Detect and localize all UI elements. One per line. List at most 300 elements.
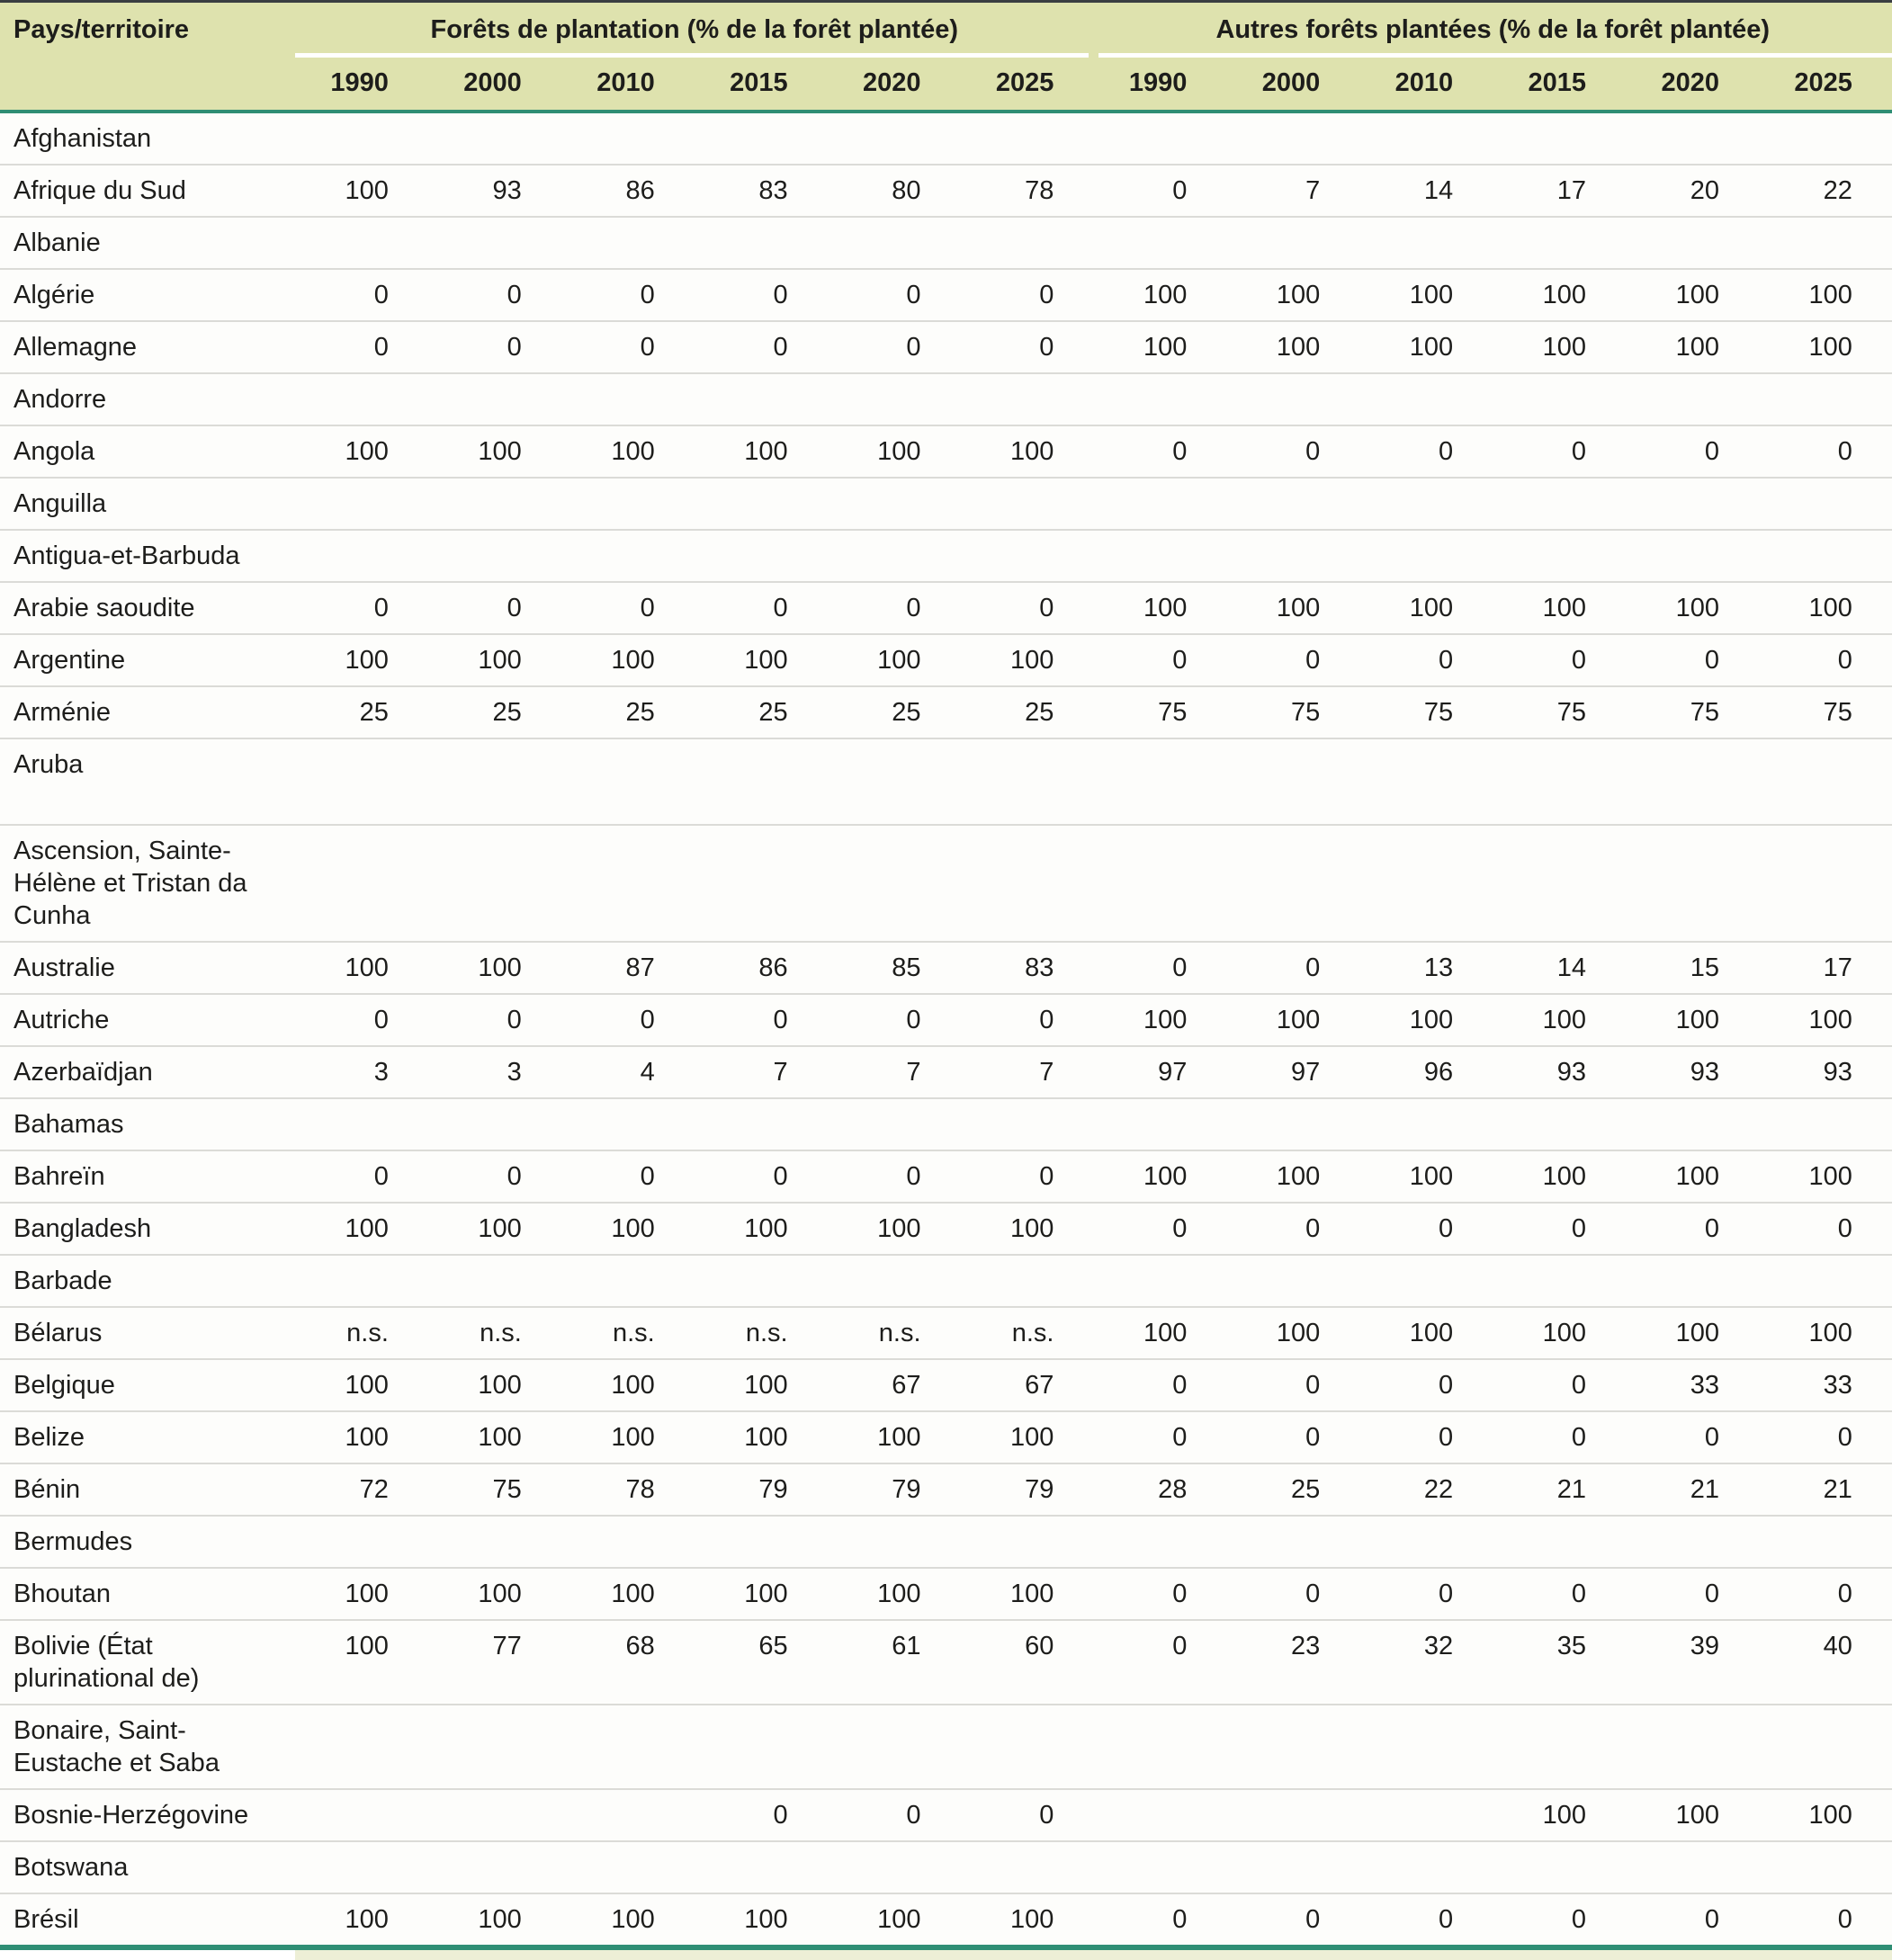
- other-value-cell: 75: [1493, 696, 1626, 729]
- country-cell: Bhoutan: [0, 1578, 295, 1610]
- plantation-value-cell: 100: [428, 1578, 561, 1610]
- country-column-header: Pays/territoire: [0, 13, 295, 46]
- plantation-value-cell: 100: [295, 1421, 428, 1454]
- other-value-cell: 100: [1359, 1160, 1493, 1193]
- plantation-value-cell: 100: [828, 644, 961, 676]
- table-row: [0, 1412, 1892, 1464]
- plantation-value-cell: 0: [695, 592, 828, 624]
- other-value-cell: 21: [1759, 1473, 1892, 1506]
- country-cell: Barbade: [0, 1265, 295, 1297]
- table-row: [0, 479, 1892, 531]
- other-value-cell: 0: [1626, 644, 1759, 676]
- table-row: [0, 218, 1892, 270]
- year-header-plantation-2020: 2020: [828, 67, 961, 99]
- country-cell: Ascension, Sainte-Hélène et Tristan da Cunha: [0, 835, 295, 932]
- plantation-value-cell: 0: [961, 279, 1094, 311]
- table-row: [0, 270, 1892, 322]
- plantation-value-cell: 100: [295, 1578, 428, 1610]
- plantation-value-cell: 100: [561, 644, 695, 676]
- other-value-cell: 0: [1759, 644, 1892, 676]
- other-value-cell: 0: [1226, 952, 1359, 984]
- plantation-value-cell: 67: [961, 1369, 1094, 1401]
- plantation-value-cell: 100: [561, 1213, 695, 1245]
- group-underline-plantation: [295, 53, 1089, 58]
- plantation-value-cell: 0: [828, 1799, 961, 1831]
- other-value-cell: 100: [1093, 331, 1226, 363]
- group-header-plantation-forests: Forêts de plantation (% de la forêt plantée): [295, 13, 1094, 46]
- plantation-value-cell: 100: [695, 435, 828, 468]
- other-value-cell: 100: [1493, 331, 1626, 363]
- country-cell: Algérie: [0, 279, 295, 311]
- other-value-cell: 17: [1759, 952, 1892, 984]
- other-value-cell: 75: [1626, 696, 1759, 729]
- table-row: [0, 1705, 1892, 1790]
- table-row: [0, 739, 1892, 826]
- plantation-value-cell: 83: [961, 952, 1094, 984]
- other-value-cell: 100: [1093, 279, 1226, 311]
- table-row: [0, 1360, 1892, 1412]
- plantation-value-cell: 0: [828, 1004, 961, 1036]
- plantation-value-cell: 75: [428, 1473, 561, 1506]
- other-value-cell: 17: [1493, 175, 1626, 207]
- plantation-value-cell: 100: [695, 644, 828, 676]
- other-value-cell: 0: [1093, 1213, 1226, 1245]
- plantation-value-cell: 78: [961, 175, 1094, 207]
- plantation-value-cell: 100: [828, 1903, 961, 1936]
- other-value-cell: 0: [1626, 1421, 1759, 1454]
- other-value-cell: 100: [1359, 592, 1493, 624]
- plantation-value-cell: 0: [428, 1004, 561, 1036]
- other-value-cell: 0: [1493, 1578, 1626, 1610]
- country-cell: Afghanistan: [0, 122, 295, 155]
- table-row: [0, 531, 1892, 583]
- group-underline-other: [1098, 53, 1892, 58]
- other-value-cell: 0: [1493, 1369, 1626, 1401]
- country-cell: Andorre: [0, 383, 295, 416]
- table-row: [0, 166, 1892, 218]
- country-cell: Autriche: [0, 1004, 295, 1036]
- plantation-value-cell: 100: [561, 435, 695, 468]
- other-value-cell: 0: [1093, 952, 1226, 984]
- plantation-value-cell: 0: [561, 279, 695, 311]
- other-value-cell: 100: [1759, 1799, 1892, 1831]
- other-value-cell: 22: [1759, 175, 1892, 207]
- year-header-other-2025: 2025: [1759, 67, 1892, 99]
- plantation-value-cell: 100: [828, 1213, 961, 1245]
- other-value-cell: 0: [1359, 1578, 1493, 1610]
- table-row: [0, 322, 1892, 374]
- plantation-value-cell: 100: [695, 1369, 828, 1401]
- other-value-cell: 100: [1359, 331, 1493, 363]
- other-value-cell: 100: [1493, 279, 1626, 311]
- plantation-value-cell: 3: [428, 1056, 561, 1088]
- other-value-cell: 0: [1493, 1421, 1626, 1454]
- plantation-value-cell: n.s.: [695, 1317, 828, 1349]
- bottom-strip-right: [295, 1950, 1892, 1960]
- table-row: [0, 995, 1892, 1047]
- plantation-value-cell: 100: [295, 1213, 428, 1245]
- other-value-cell: 0: [1093, 1421, 1226, 1454]
- country-cell: Bénin: [0, 1473, 295, 1506]
- other-value-cell: 100: [1626, 279, 1759, 311]
- other-value-cell: 14: [1359, 175, 1493, 207]
- plantation-value-cell: 86: [561, 175, 695, 207]
- country-cell: Bolivie (État plurinational de): [0, 1630, 295, 1695]
- country-cell: Aruba: [0, 748, 295, 781]
- table-row: [0, 1099, 1892, 1151]
- plantation-value-cell: 25: [695, 696, 828, 729]
- plantation-value-cell: 100: [561, 1578, 695, 1610]
- other-value-cell: 0: [1759, 1578, 1892, 1610]
- country-cell: Bangladesh: [0, 1213, 295, 1245]
- other-value-cell: 100: [1359, 1317, 1493, 1349]
- plantation-value-cell: 100: [695, 1213, 828, 1245]
- other-value-cell: 0: [1226, 644, 1359, 676]
- other-value-cell: 0: [1093, 1903, 1226, 1936]
- other-value-cell: 13: [1359, 952, 1493, 984]
- year-header-other-2020: 2020: [1626, 67, 1759, 99]
- plantation-value-cell: 100: [695, 1578, 828, 1610]
- table-row: [0, 1790, 1892, 1842]
- plantation-value-cell: 7: [961, 1056, 1094, 1088]
- country-cell: Australie: [0, 952, 295, 984]
- plantation-value-cell: n.s.: [295, 1317, 428, 1349]
- other-value-cell: 0: [1359, 435, 1493, 468]
- table-row: [0, 1204, 1892, 1256]
- other-value-cell: 15: [1626, 952, 1759, 984]
- plantation-value-cell: 0: [828, 331, 961, 363]
- other-value-cell: 75: [1093, 696, 1226, 729]
- other-value-cell: 100: [1626, 331, 1759, 363]
- group-header-other-planted-forests: Autres forêts plantées (% de la forêt plantée): [1094, 13, 1892, 46]
- table-row: [0, 1621, 1892, 1705]
- other-value-cell: 0: [1493, 644, 1626, 676]
- other-value-cell: 0: [1093, 644, 1226, 676]
- country-cell: Arménie: [0, 696, 295, 729]
- plantation-value-cell: 85: [828, 952, 961, 984]
- year-header-plantation-1990: 1990: [295, 67, 428, 99]
- plantation-value-cell: 100: [295, 175, 428, 207]
- plantation-value-cell: 60: [961, 1630, 1094, 1662]
- other-value-cell: 14: [1493, 952, 1626, 984]
- table-row: [0, 113, 1892, 166]
- other-value-cell: 93: [1493, 1056, 1626, 1088]
- plantation-value-cell: 100: [428, 1903, 561, 1936]
- other-value-cell: 100: [1226, 1004, 1359, 1036]
- plantation-value-cell: 3: [295, 1056, 428, 1088]
- other-value-cell: 100: [1626, 592, 1759, 624]
- plantation-value-cell: 0: [695, 279, 828, 311]
- other-value-cell: 100: [1626, 1004, 1759, 1036]
- plantation-value-cell: 100: [295, 1630, 428, 1662]
- table-row: [0, 583, 1892, 635]
- plantation-value-cell: 100: [828, 1578, 961, 1610]
- country-cell: Belize: [0, 1421, 295, 1454]
- plantation-value-cell: 0: [295, 1160, 428, 1193]
- plantation-value-cell: 100: [295, 1903, 428, 1936]
- plantation-value-cell: 100: [828, 435, 961, 468]
- table-row: [0, 826, 1892, 943]
- plantation-value-cell: 0: [428, 592, 561, 624]
- plantation-value-cell: 0: [561, 1160, 695, 1193]
- country-cell: Azerbaïdjan: [0, 1056, 295, 1088]
- other-value-cell: 21: [1626, 1473, 1759, 1506]
- other-value-cell: 0: [1226, 435, 1359, 468]
- plantation-value-cell: 25: [828, 696, 961, 729]
- other-value-cell: 25: [1226, 1473, 1359, 1506]
- other-value-cell: 0: [1493, 1903, 1626, 1936]
- plantation-value-cell: 100: [961, 644, 1094, 676]
- year-header-other-2015: 2015: [1493, 67, 1626, 99]
- plantation-value-cell: 93: [428, 175, 561, 207]
- other-value-cell: 97: [1093, 1056, 1226, 1088]
- other-value-cell: 0: [1493, 1213, 1626, 1245]
- other-value-cell: 21: [1493, 1473, 1626, 1506]
- other-value-cell: 100: [1759, 592, 1892, 624]
- table-row: [0, 1256, 1892, 1308]
- plantation-value-cell: 100: [695, 1421, 828, 1454]
- plantation-value-cell: 100: [561, 1903, 695, 1936]
- country-cell: Botswana: [0, 1851, 295, 1884]
- plantation-value-cell: 100: [428, 952, 561, 984]
- other-value-cell: 100: [1493, 592, 1626, 624]
- country-cell: Argentine: [0, 644, 295, 676]
- country-cell: Antigua-et-Barbuda: [0, 540, 295, 572]
- plantation-value-cell: 0: [428, 331, 561, 363]
- table-row: [0, 1464, 1892, 1517]
- plantation-value-cell: 100: [295, 952, 428, 984]
- other-value-cell: 39: [1626, 1630, 1759, 1662]
- plantation-value-cell: 25: [428, 696, 561, 729]
- other-value-cell: 0: [1226, 1369, 1359, 1401]
- plantation-value-cell: 100: [961, 435, 1094, 468]
- other-value-cell: 100: [1359, 279, 1493, 311]
- other-value-cell: 0: [1759, 1903, 1892, 1936]
- country-cell: Arabie saoudite: [0, 592, 295, 624]
- table-row: [0, 1894, 1892, 1945]
- plantation-value-cell: 0: [295, 279, 428, 311]
- plantation-value-cell: 67: [828, 1369, 961, 1401]
- other-value-cell: 100: [1226, 1160, 1359, 1193]
- plantation-value-cell: 100: [295, 1369, 428, 1401]
- other-value-cell: 100: [1226, 279, 1359, 311]
- table-row: [0, 1047, 1892, 1099]
- other-value-cell: 0: [1493, 435, 1626, 468]
- plantation-value-cell: 72: [295, 1473, 428, 1506]
- other-value-cell: 100: [1226, 592, 1359, 624]
- plantation-value-cell: 0: [695, 1004, 828, 1036]
- table-body: [0, 113, 1892, 1945]
- other-value-cell: 0: [1226, 1213, 1359, 1245]
- plantation-value-cell: 4: [561, 1056, 695, 1088]
- other-value-cell: 100: [1093, 592, 1226, 624]
- country-cell: Bermudes: [0, 1526, 295, 1558]
- year-header-plantation-2010: 2010: [561, 67, 695, 99]
- country-cell: Anguilla: [0, 488, 295, 520]
- other-value-cell: 28: [1093, 1473, 1226, 1506]
- other-value-cell: 100: [1759, 331, 1892, 363]
- other-value-cell: 75: [1359, 696, 1493, 729]
- table-header: [0, 3, 1892, 113]
- country-cell: Belgique: [0, 1369, 295, 1401]
- other-value-cell: 100: [1759, 1317, 1892, 1349]
- other-value-cell: 93: [1626, 1056, 1759, 1088]
- other-value-cell: 100: [1626, 1317, 1759, 1349]
- plantation-value-cell: 0: [961, 1004, 1094, 1036]
- plantation-value-cell: 65: [695, 1630, 828, 1662]
- other-value-cell: 100: [1759, 1160, 1892, 1193]
- plantation-value-cell: 0: [961, 1799, 1094, 1831]
- year-header-row: [0, 58, 1892, 110]
- plantation-value-cell: 0: [695, 1160, 828, 1193]
- plantation-value-cell: 0: [961, 592, 1094, 624]
- plantation-value-cell: 0: [561, 331, 695, 363]
- other-value-cell: 75: [1226, 696, 1359, 729]
- plantation-value-cell: 100: [428, 435, 561, 468]
- other-value-cell: 100: [1493, 1799, 1626, 1831]
- year-header-other-2000: 2000: [1226, 67, 1359, 99]
- other-value-cell: 97: [1226, 1056, 1359, 1088]
- plantation-value-cell: 100: [428, 644, 561, 676]
- table-row: [0, 1517, 1892, 1569]
- other-value-cell: 100: [1093, 1317, 1226, 1349]
- other-value-cell: 33: [1626, 1369, 1759, 1401]
- other-value-cell: 0: [1759, 1213, 1892, 1245]
- other-value-cell: 100: [1226, 331, 1359, 363]
- country-cell: Albanie: [0, 227, 295, 259]
- other-value-cell: 40: [1759, 1630, 1892, 1662]
- other-value-cell: 0: [1759, 435, 1892, 468]
- other-value-cell: 22: [1359, 1473, 1493, 1506]
- year-row-spacer: [0, 67, 295, 99]
- plantation-value-cell: 0: [828, 279, 961, 311]
- plantation-value-cell: n.s.: [561, 1317, 695, 1349]
- other-value-cell: 100: [1226, 1317, 1359, 1349]
- other-value-cell: 20: [1626, 175, 1759, 207]
- plantation-value-cell: 100: [961, 1903, 1094, 1936]
- other-value-cell: 0: [1626, 435, 1759, 468]
- plantation-value-cell: 100: [295, 644, 428, 676]
- plantation-value-cell: n.s.: [428, 1317, 561, 1349]
- other-value-cell: 0: [1093, 1578, 1226, 1610]
- plantation-value-cell: 83: [695, 175, 828, 207]
- plantation-value-cell: 100: [295, 435, 428, 468]
- other-value-cell: 0: [1226, 1421, 1359, 1454]
- country-cell: Afrique du Sud: [0, 175, 295, 207]
- plantation-value-cell: 100: [561, 1369, 695, 1401]
- other-value-cell: 93: [1759, 1056, 1892, 1088]
- year-header-other-2010: 2010: [1359, 67, 1493, 99]
- plantation-value-cell: 0: [561, 1004, 695, 1036]
- table-row: [0, 687, 1892, 739]
- plantation-value-cell: 87: [561, 952, 695, 984]
- plantation-value-cell: 100: [695, 1903, 828, 1936]
- country-cell: Bonaire, Saint-Eustache et Saba: [0, 1714, 295, 1779]
- plantation-value-cell: 25: [961, 696, 1094, 729]
- other-value-cell: 100: [1493, 1160, 1626, 1193]
- year-header-plantation-2000: 2000: [428, 67, 561, 99]
- plantation-value-cell: n.s.: [961, 1317, 1094, 1349]
- plantation-value-cell: 100: [961, 1578, 1094, 1610]
- country-cell: Angola: [0, 435, 295, 468]
- other-value-cell: 0: [1226, 1903, 1359, 1936]
- plantation-value-cell: 0: [828, 592, 961, 624]
- year-header-other-1990: 1990: [1093, 67, 1226, 99]
- other-value-cell: 7: [1226, 175, 1359, 207]
- other-value-cell: 0: [1226, 1578, 1359, 1610]
- other-value-cell: 0: [1759, 1421, 1892, 1454]
- table-row: [0, 374, 1892, 426]
- year-header-plantation-2025: 2025: [961, 67, 1094, 99]
- other-value-cell: 0: [1626, 1903, 1759, 1936]
- country-cell: Allemagne: [0, 331, 295, 363]
- other-value-cell: 75: [1759, 696, 1892, 729]
- country-cell: Bahamas: [0, 1108, 295, 1141]
- plantation-value-cell: 79: [828, 1473, 961, 1506]
- plantation-value-cell: 25: [561, 696, 695, 729]
- other-value-cell: 23: [1226, 1630, 1359, 1662]
- other-value-cell: 0: [1359, 644, 1493, 676]
- plantation-value-cell: 77: [428, 1630, 561, 1662]
- plantation-value-cell: 7: [828, 1056, 961, 1088]
- plantation-value-cell: 80: [828, 175, 961, 207]
- plantation-value-cell: 0: [428, 1160, 561, 1193]
- plantation-value-cell: 78: [561, 1473, 695, 1506]
- other-value-cell: 100: [1759, 1004, 1892, 1036]
- other-value-cell: 33: [1759, 1369, 1892, 1401]
- plantation-value-cell: 0: [295, 1004, 428, 1036]
- other-value-cell: 100: [1359, 1004, 1493, 1036]
- other-value-cell: 100: [1626, 1799, 1759, 1831]
- bottom-strip-left: [0, 1950, 295, 1960]
- plantation-value-cell: 100: [428, 1369, 561, 1401]
- other-value-cell: 0: [1093, 1630, 1226, 1662]
- plantation-value-cell: 79: [695, 1473, 828, 1506]
- plantation-value-cell: 79: [961, 1473, 1094, 1506]
- table-row: [0, 1151, 1892, 1204]
- other-value-cell: 0: [1359, 1213, 1493, 1245]
- plantation-value-cell: 0: [428, 279, 561, 311]
- other-value-cell: 100: [1093, 1160, 1226, 1193]
- other-value-cell: 0: [1359, 1903, 1493, 1936]
- country-cell: Bahreïn: [0, 1160, 295, 1193]
- plantation-value-cell: 68: [561, 1630, 695, 1662]
- plantation-value-cell: 100: [428, 1421, 561, 1454]
- plantation-value-cell: n.s.: [828, 1317, 961, 1349]
- other-value-cell: 100: [1493, 1004, 1626, 1036]
- table-bottom-strip: [0, 1945, 1892, 1960]
- plantation-value-cell: 0: [961, 331, 1094, 363]
- country-cell: Bélarus: [0, 1317, 295, 1349]
- table-row: [0, 635, 1892, 687]
- plantation-value-cell: 0: [561, 592, 695, 624]
- other-value-cell: 100: [1493, 1317, 1626, 1349]
- plantation-value-cell: 61: [828, 1630, 961, 1662]
- country-cell: Brésil: [0, 1903, 295, 1936]
- plantation-value-cell: 0: [695, 1799, 828, 1831]
- other-value-cell: 0: [1626, 1213, 1759, 1245]
- other-value-cell: 100: [1759, 279, 1892, 311]
- plantation-value-cell: 100: [561, 1421, 695, 1454]
- other-value-cell: 0: [1359, 1421, 1493, 1454]
- table-row: [0, 1569, 1892, 1621]
- plantation-value-cell: 86: [695, 952, 828, 984]
- other-value-cell: 0: [1093, 435, 1226, 468]
- table-row: [0, 426, 1892, 479]
- other-value-cell: 35: [1493, 1630, 1626, 1662]
- plantation-value-cell: 7: [695, 1056, 828, 1088]
- other-value-cell: 0: [1626, 1578, 1759, 1610]
